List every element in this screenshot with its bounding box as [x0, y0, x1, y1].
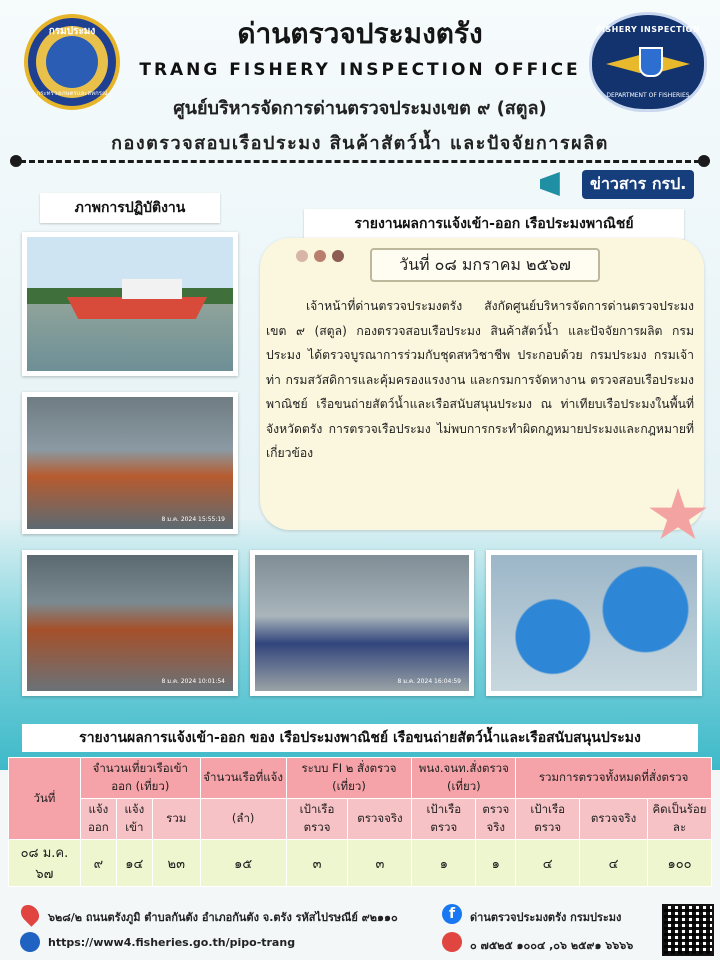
subheader-fi-actual: ตรวจจริง	[348, 799, 412, 840]
cell-date: ๐๘ ม.ค. ๖๗	[9, 840, 81, 887]
header-trips: จำนวนเที่ยวเรือเข้าออก (เที่ยว)	[80, 758, 200, 799]
report-section-label: รายงานผลการแจ้งเข้า-ออก เรือประมงพาณิชย์	[304, 209, 684, 239]
table-row	[9, 840, 712, 887]
cell-staff-target: ๑	[412, 840, 476, 887]
logo-right-top-text: FISHERY INSPECTION	[595, 25, 701, 34]
qr-code[interactable]	[662, 904, 714, 956]
page-title: ด่านตรวจประมงตรัง	[237, 17, 483, 50]
subheader-out: แจ้งออก	[80, 799, 116, 840]
photo-officers-briefing	[250, 550, 474, 696]
cell-out: ๙	[80, 840, 116, 887]
header-total: รวมการตรวจทั้งหมดที่สั่งตรวจ	[516, 758, 712, 799]
phone-icon	[442, 932, 462, 952]
logo-left-bottom-text: กระทรวงเกษตรและสหกรณ์	[36, 90, 108, 97]
report-body: เจ้าหน้าที่ด่านตรวจประมงตรัง สังกัดศูนย์บริหารจัดการด่านตรวจประมง เขต ๙ (สตูล) กองตรวจสอบเรือประมง สินค้าสัตว์น้ำ และปัจจัยการผลิต กรมประมง ได้ตรวจบูรณาการร่วมกับชุดสหวิชาชีพ ประกอบด้วย กรมประมง กรมเจ้าท่า กรมสวัสดิการและคุ้มครองแรงงาน และกรมการจัดหางาน ตรวจสอบเรือประมงพาณิชย์ เรือขนถ่ายสัตว์น้ำและเรือสนับสนุนประมง ณ ท่าเทียบเรือประมงในพื้นที่จังหวัดตรัง การตรวจเรือประมง ไม่พบการกระทำผิดกฎหมายประมงและกฎหมายที่เกี่ยวข้อง	[266, 299, 694, 460]
subheader-percent: คิดเป็นร้อยละ	[648, 799, 712, 840]
boat-cabin	[122, 279, 182, 299]
facebook-icon: f	[442, 904, 462, 924]
footer-phone: ๐ ๗๕๒๕ ๑๐๐๔ ,๐๖ ๒๕๙๑ ๖๖๖๖	[470, 939, 634, 952]
footer-facebook[interactable]: ด่านตรวจประมงตรัง กรมประมง	[470, 911, 622, 924]
cell-total-target: ๔	[516, 840, 580, 887]
logo-right-bottom-text: DEPARTMENT OF FISHERIES	[606, 92, 690, 99]
footer-website[interactable]: https://www4.fisheries.go.th/pipo-trang	[48, 936, 296, 949]
cell-fi-actual: ๓	[348, 840, 412, 887]
subheader-total-target: เป้าเรือตรวจ	[516, 799, 580, 840]
dot-icon	[332, 250, 344, 262]
boat-hull	[67, 297, 207, 319]
subtitle-center: ศูนย์บริหารจัดการด่านตรวจประมงเขต ๙ (สตูล)	[173, 98, 547, 119]
header-staff: พนง.จนท.สั่งตรวจ (เที่ยว)	[412, 758, 516, 799]
globe-icon	[20, 932, 40, 952]
subheader-sum: รวม	[152, 799, 200, 840]
photo-timestamp: 8 ม.ค. 2024 10:01:54	[161, 678, 225, 685]
cell-staff-actual: ๑	[476, 840, 516, 887]
header-date: วันที่	[9, 758, 81, 840]
header-fi2: ระบบ FI ๒ สั่งตรวจ (เที่ยว)	[286, 758, 412, 799]
dashed-divider	[20, 160, 700, 163]
subheader-staff-actual: ตรวจจริง	[476, 799, 516, 840]
footer-address: ๖๒๘/๒ ถนนตรังภูมิ ตำบลกันตัง อำเภอกันตัง จ.ตรัง รหัสไปรษณีย์ ๙๒๑๑๐	[48, 911, 398, 924]
header-boats: จำนวนเรือที่แจ้ง	[200, 758, 286, 799]
subheader-unit: (ลำ)	[200, 799, 286, 840]
photo-timestamp: 8 ม.ค. 2024 15:55:19	[161, 516, 225, 523]
decorative-dots	[296, 250, 344, 262]
divider-dot-right	[698, 155, 710, 167]
news-label: ข่าวสาร กรป.	[582, 170, 694, 199]
cell-boats: ๑๕	[200, 840, 286, 887]
photo-crew-lineup	[22, 392, 238, 534]
activity-section-label: ภาพการปฏิบัติงาน	[40, 193, 220, 223]
subheader-in: แจ้งเข้า	[116, 799, 152, 840]
logo-left-top-text: กรมประมง	[48, 26, 96, 37]
report-table	[8, 757, 712, 887]
subheader-total-actual: ตรวจจริง	[580, 799, 648, 840]
report-card	[260, 238, 704, 530]
dot-icon	[296, 250, 308, 262]
photo-inspection-pier	[22, 550, 238, 696]
report-date: วันที่ ๐๘ มกราคม ๒๕๖๗	[370, 248, 600, 282]
page-title-english: TRANG FISHERY INSPECTION OFFICE	[139, 60, 581, 80]
photo-fish-baskets	[486, 550, 702, 696]
subheader-fi-target: เป้าเรือตรวจ	[286, 799, 348, 840]
cell-sum: ๒๓	[152, 840, 200, 887]
photo-timestamp: 8 ม.ค. 2024 16:04:59	[397, 678, 461, 685]
subheader-staff-target: เป้าเรือตรวจ	[412, 799, 476, 840]
dot-icon	[314, 250, 326, 262]
cell-in: ๑๔	[116, 840, 152, 887]
news-badge	[540, 170, 694, 198]
subtitle-division: กองตรวจสอบเรือประมง สินค้าสัตว์น้ำ และปัจจัยการผลิต	[111, 133, 609, 154]
divider-dot-left	[10, 155, 22, 167]
photo-fishing-boat	[22, 232, 238, 376]
cell-percent: ๑๐๐	[648, 840, 712, 887]
cell-total-actual: ๔	[580, 840, 648, 887]
table-title: รายงานผลการแจ้งเข้า-ออก ของ เรือประมงพาณิชย์ เรือขนถ่ายสัตว์น้ำและเรือสนับสนุนประมง	[22, 724, 698, 752]
cell-fi-target: ๓	[286, 840, 348, 887]
megaphone-icon	[540, 172, 576, 196]
